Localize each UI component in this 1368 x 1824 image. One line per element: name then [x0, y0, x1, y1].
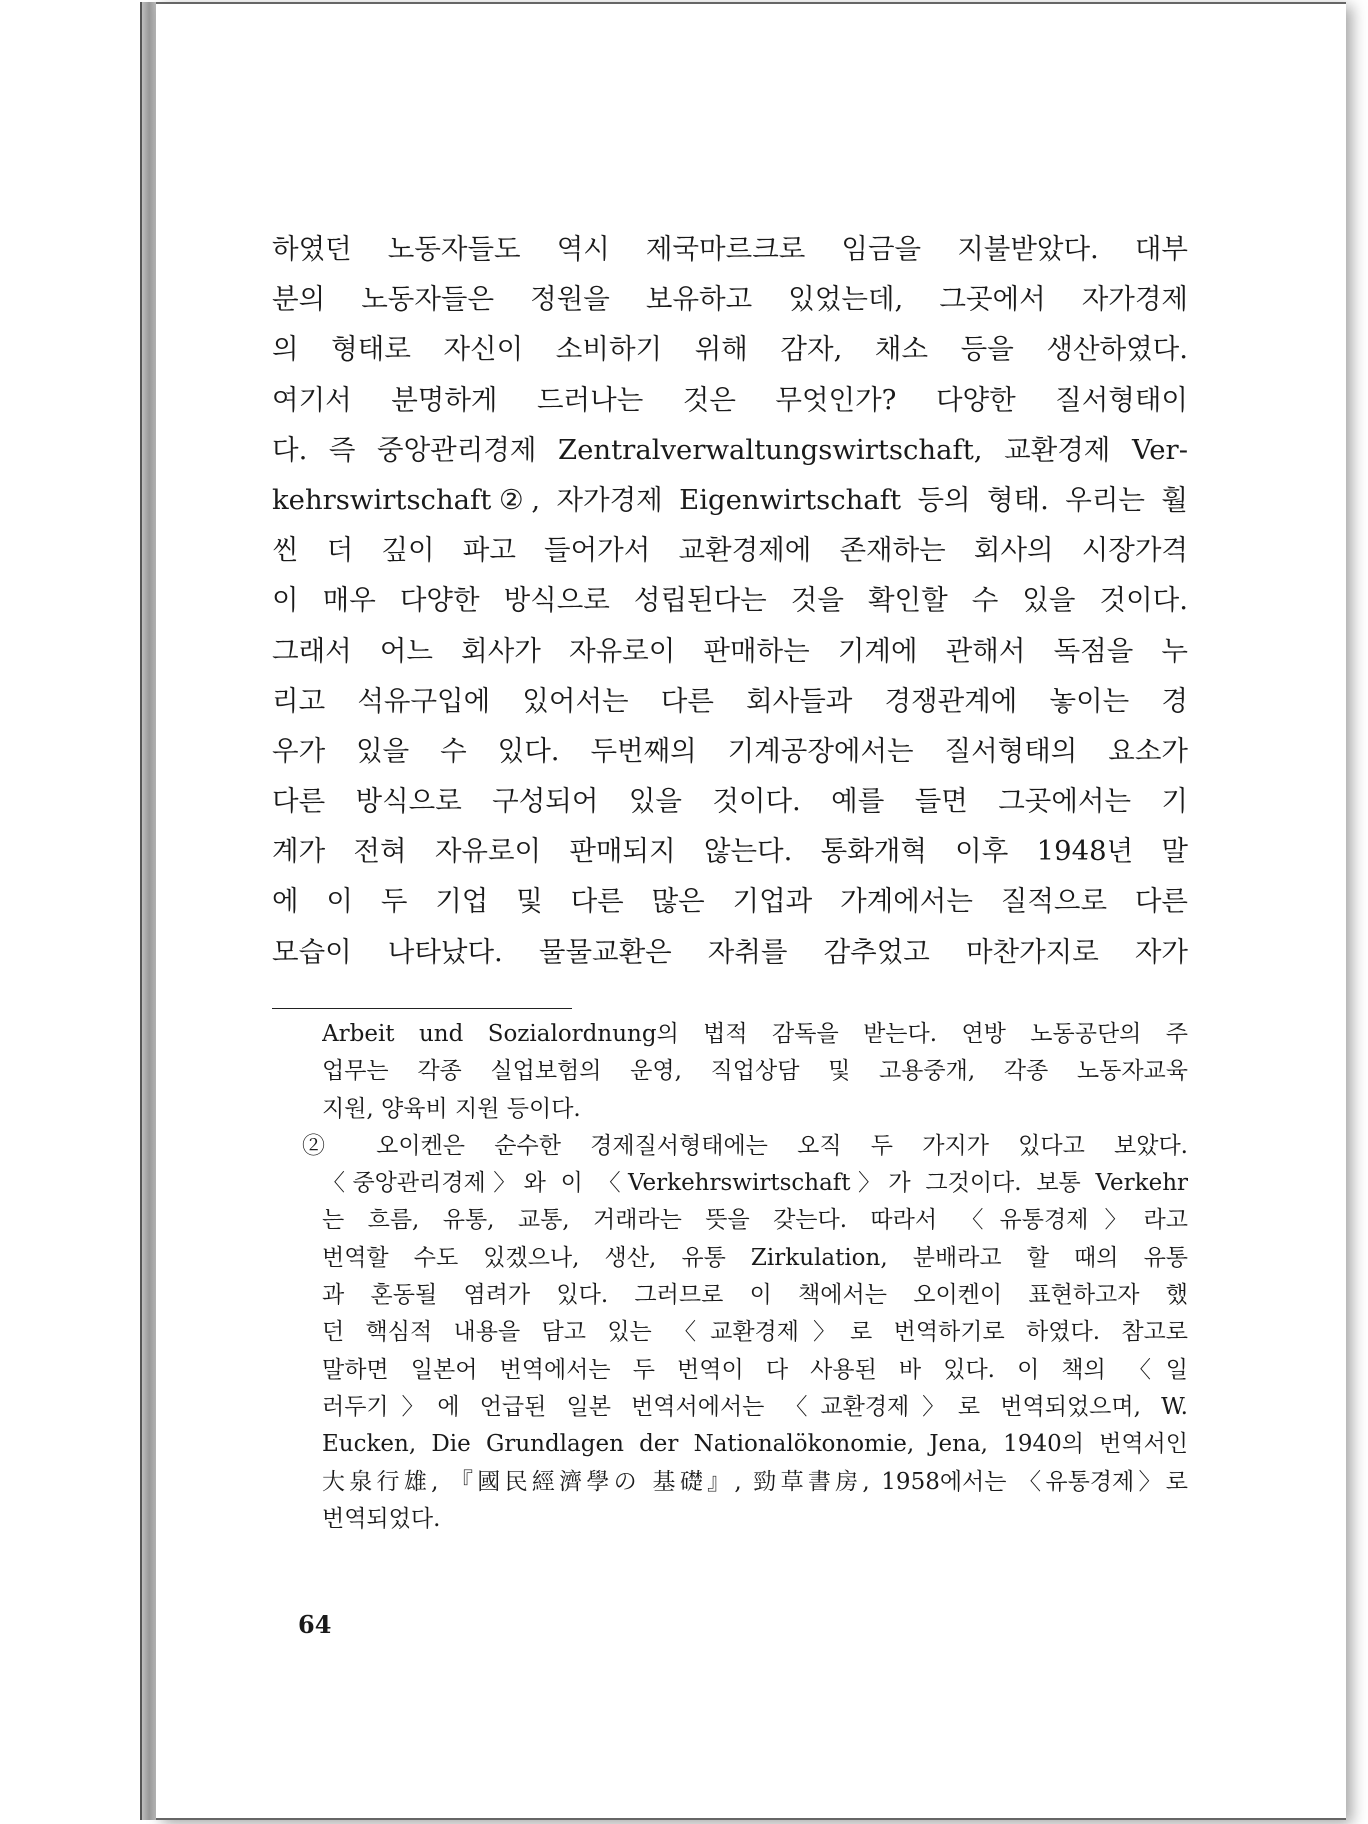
body-line: 여기서 분명하게 드러나는 것은 무엇인가? 다양한 질서형태이 — [272, 383, 1188, 416]
body-line: 그래서 어느 회사가 자유로이 판매하는 기계에 관해서 독점을 누 — [272, 634, 1188, 667]
body-line: 에 이 두 기업 및 다른 많은 기업과 가계에서는 질적으로 다른 — [272, 885, 1188, 918]
footnote-line: 번역할 수도 있겠으나, 생산, 유통 Zirkulation, 분배라고 할 때의 유통 — [322, 1244, 1188, 1271]
body-line: 다. 즉 중앙관리경제 Zentralverwaltungswirtschaft, 교환경제 Ver- — [272, 433, 1188, 466]
body-line: 이 매우 다양한 방식으로 성립된다는 것을 확인할 수 있을 것이다. — [272, 584, 1188, 617]
footnote-line: 지원, 양육비 지원 등이다. — [322, 1095, 581, 1122]
body-line: 모습이 나타났다. 물물교환은 자취를 감추었고 마찬가지로 자가 — [272, 935, 1188, 968]
body-line: 의 형태로 자신이 소비하기 위해 감자, 채소 등을 생산하였다. — [272, 333, 1188, 366]
footnote-line: 는 흐름, 유통, 교통, 거래라는 뜻을 갖는다. 따라서 〈유통경제〉라고 — [322, 1207, 1188, 1234]
body-line: 리고 석유구입에 있어서는 다른 회사들과 경쟁관계에 놓이는 경 — [272, 684, 1188, 717]
footnote-line: Eucken, Die Grundlagen der Nationalökonomie, Jena, 1940의 번역서인 — [322, 1431, 1188, 1458]
footnote-line: 번역되었다. — [322, 1505, 441, 1532]
body-line: kehrswirtschaft②, 자가경제 Eigenwirtschaft 등의 형태. 우리는 훨 — [272, 483, 1188, 516]
body-text — [272, 224, 1188, 977]
footnote-line: 大泉行雄, 『國民經濟學の 基礎』, 勁草書房, 1958에서는 〈유통경제〉로 — [322, 1468, 1188, 1495]
body-line: 다른 방식으로 구성되어 있을 것이다. 예를 들면 그곳에서는 기 — [272, 785, 1188, 818]
body-line: 계가 전혀 자유로이 판매되지 않는다. 통화개혁 이후 1948년 말 — [272, 835, 1188, 868]
footnote-line: 던 핵심적 내용을 담고 있는 〈교환경제〉로 번역하기로 하였다. 참고로 — [322, 1319, 1188, 1346]
body-line: 우가 있을 수 있다. 두번째의 기계공장에서는 질서형태의 요소가 — [272, 734, 1188, 767]
footnote-line: ② 오이켄은 순수한 경제질서형태에는 오직 두 가지가 있다고 보았다. — [302, 1132, 1188, 1159]
footnote-divider — [272, 1008, 572, 1009]
footnote-line: 〈중앙관리경제〉와 이 〈Verkehrswirtschaft〉가 그것이다. 보통 Verkehr — [322, 1170, 1188, 1197]
footnote-line: 러두기〉에 언급된 일본 번역서에서는 〈교환경제〉로 번역되었으며, W. — [322, 1393, 1188, 1420]
footnote-line: 업무는 각종 실업보험의 운영, 직업상담 및 고용중개, 각종 노동자교육 — [322, 1058, 1188, 1085]
footnote-line: 과 혼동될 염려가 있다. 그러므로 이 책에서는 오이켄이 표현하고자 했 — [322, 1282, 1188, 1309]
footnotes — [272, 1016, 1188, 1538]
body-line: 하였던 노동자들도 역시 제국마르크로 임금을 지불받았다. 대부 — [272, 233, 1188, 265]
page-number: 64 — [298, 1610, 332, 1639]
body-line: 분의 노동자들은 정원을 보유하고 있었는데, 그곳에서 자가경제 — [272, 283, 1188, 316]
footnote-line: 말하면 일본어 번역에서는 두 번역이 다 사용된 바 있다. 이 책의 〈일 — [322, 1356, 1188, 1383]
footnote-line: Arbeit und Sozialordnung의 법적 감독을 받는다. 연방 노동공단의 주 — [322, 1021, 1188, 1047]
book-page — [156, 2, 1346, 1820]
body-line: 씬 더 깊이 파고 들어가서 교환경제에 존재하는 회사의 시장가격 — [272, 534, 1188, 567]
